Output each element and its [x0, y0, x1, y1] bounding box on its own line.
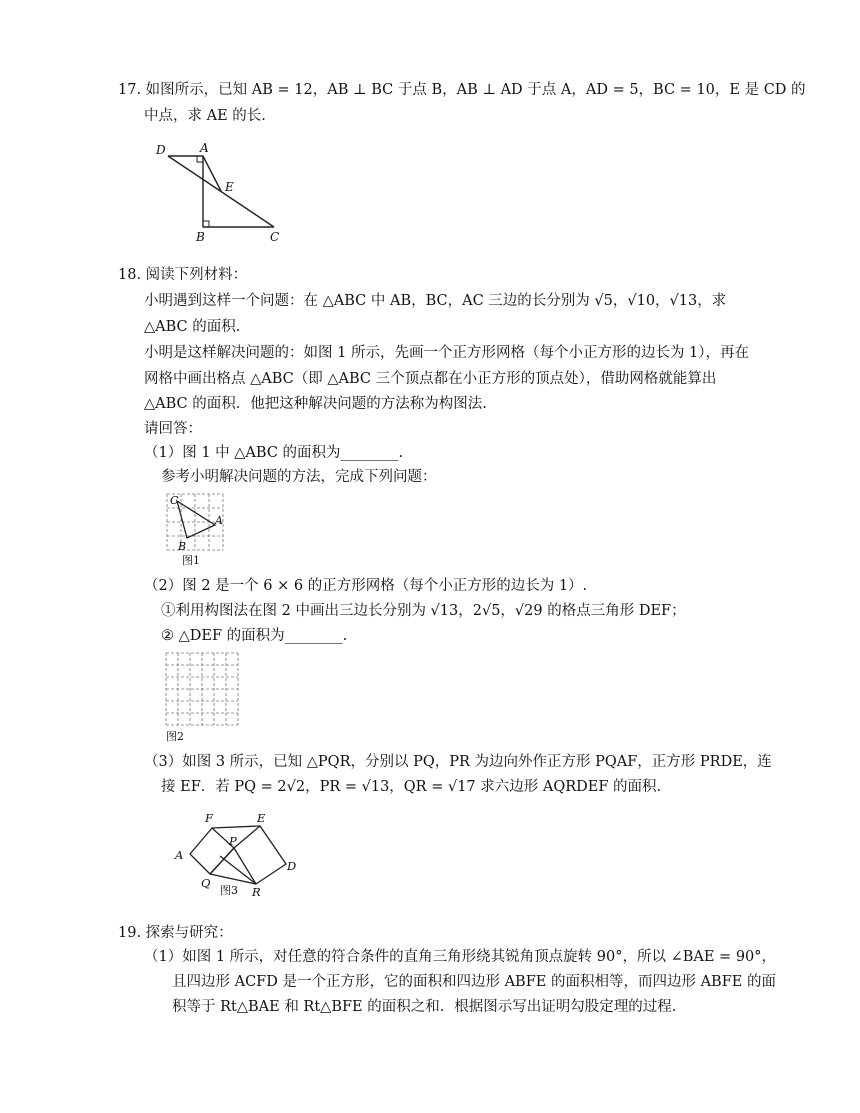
q18-para2-line2: 网格中画出格点 △ABC（即 △ABC 三个顶点都在小正方形的顶点处），借助网格就能算出 [144, 371, 717, 387]
fig1-label-c: C [170, 494, 179, 507]
fig3-label-q: Q [201, 876, 211, 890]
q18-title: 18. 阅读下列材料： [118, 267, 248, 283]
q19-line3: 积等于 Rt△BAE 和 Rt△BFE 的面积之和．根据图示写出证明勾股定理的过程. [172, 999, 677, 1015]
q18-figure3 [170, 808, 310, 900]
q18-para1-line2: △ABC 的面积. [144, 319, 241, 335]
q18-sub1: （1）图 1 中 △ABC 的面积为________. [144, 445, 404, 461]
q18-para1-line1: 小明遇到这样一个问题：在 △ABC 中 AB，BC，AC 三边的长分别为 √5，√10，√13，求 [144, 293, 727, 309]
q19-line1: （1）如图 1 所示，对任意的符合条件的直角三角形绕其锐角顶点旋转 90°，所以 ∠BAE = 90°， [144, 949, 777, 965]
q17-label-a: A [200, 141, 209, 155]
q18-sub3-line2: 接 EF．若 PQ = 2√2，PR = √13，QR = √17 求六边形 AQRDEF 的面积. [161, 779, 662, 795]
fig3-label-d: D [287, 859, 297, 873]
fig1-label-a: A [215, 514, 223, 527]
q18-para2-line1: 小明是这样解决问题的：如图 1 所示，先画一个正方形网格（每个小正方形的边长为 1），再在 [144, 345, 750, 361]
q17-figure [150, 140, 290, 250]
q18-sub3-line1: （3）如图 3 所示，已知 △PQR，分别以 PQ，PR 为边向外作正方形 PQAF，正方形 PRDE，连 [144, 754, 772, 770]
q18-prompt: 请回答： [144, 421, 202, 437]
q18-sub1-instruction: 参考小明解决问题的方法，完成下列问题： [161, 469, 437, 485]
fig3-label-r: R [252, 885, 261, 899]
fig3-caption: 图3 [220, 884, 238, 897]
fig3-label-a: A [175, 848, 184, 862]
q18-para2-line3: △ABC 的面积．他把这种解决问题的方法称为构图法. [144, 396, 487, 412]
q19-line2: 且四边形 ACFD 是一个正方形，它的面积和四边形 ABFE 的面积相等，而四边形 ABFE 的面 [172, 974, 776, 990]
fig3-label-p: P [229, 834, 237, 848]
q18-figure1 [165, 492, 229, 570]
q17-label-d: D [156, 143, 166, 157]
q17-label-b: B [196, 230, 205, 244]
q17-line2: 中点，求 AE 的长. [144, 108, 266, 124]
q17-label-c: C [270, 230, 280, 244]
q19-title: 19. 探索与研究： [118, 925, 233, 941]
q18-sub2-part1: ①利用构图法在图 2 中画出三边长分别为 √13，2√5，√29 的格点三角形 DEF； [161, 603, 686, 619]
fig3-label-f: F [205, 811, 213, 825]
fig1-label-b: B [178, 540, 187, 553]
fig1-caption: 图1 [182, 554, 200, 567]
q18-figure2 [164, 651, 244, 747]
fig2-caption: 图2 [166, 730, 184, 743]
q18-sub2-part2: ② △DEF 的面积为________. [161, 628, 348, 644]
q18-sub2: （2）图 2 是一个 6 × 6 的正方形网格（每个小正方形的边长为 1）. [144, 578, 588, 594]
q17-line1: 17. 如图所示，已知 AB = 12，AB ⊥ BC 于点 B，AB ⊥ AD 于点 A，AD = 5，BC = 10，E 是 CD 的 [118, 82, 806, 98]
fig3-label-e: E [257, 811, 266, 825]
q17-label-e: E [225, 180, 234, 194]
